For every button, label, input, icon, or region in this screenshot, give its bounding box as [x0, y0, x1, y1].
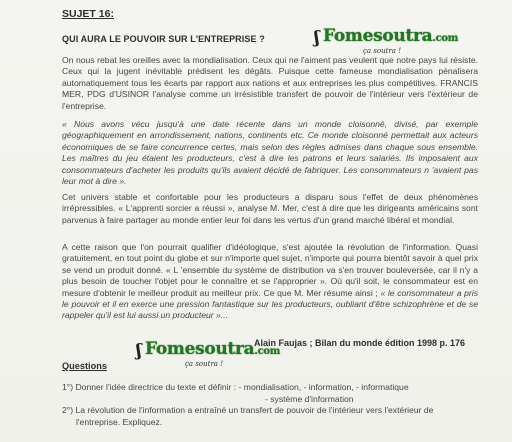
subject-question: QUI AURA LE POUVOIR SUR L'ENTREPRISE ? [62, 34, 265, 44]
subject-number: SUJET 16: [62, 8, 114, 20]
paragraph-univers: Cet univers stable et confortable pour les producteurs a disparu sous l'effet de deux phénomènes irrépressibles. « L'apprenti sorcier a réussi », analyse M. Mer, c'est à dire que les dirigeants américains sont parvenus à faire partager au monde entier leur foi dans les vertus d'un grand marché libéral et mondial. [62, 192, 478, 225]
logo-hook-icon: ʃ [314, 28, 320, 48]
logo-brand: Fomesoutra.com [145, 339, 281, 359]
paragraph-revolution [62, 242, 478, 322]
paragraph-quote: « Nous avons vécu jusqu'à une date récente dans un monde cloisonné, divisé, par exemple géographiquement en arrondissement, nations, continents etc. Ce monde cloisonné permettait aux acteurs économiques de se faire concurrence certes, mais selon des règles admises dans chaque sous ensemble. Les maîtres du jeu étaient les producteurs, c'est à dire les patrons et leurs salariés. Ils imposaient aux consommateurs d'acheter les produits qu'ils avaient décidé de fabriquer. Les consommateurs n 'avaient pas leur mot à dire ». [62, 119, 478, 187]
logo-tagline: ça soutra ! [185, 360, 224, 368]
paragraph-revolution-quote: « le consommateur a pris le pouvoir et il en exerce une pression fantastique sur les producteurs, oubliant d'être schizophrène et de se rappeler qu'il est lui aussi un producteur »... [62, 287, 478, 321]
logo-tagline: ça soutra ! [363, 47, 402, 55]
question-1-continuation: - système d'information [265, 394, 354, 404]
question-2-continuation: l'entreprise. Expliquez. [76, 417, 163, 427]
logo-brand: Fomesoutra.com [323, 26, 459, 46]
logo-hook-icon: ʃ [136, 341, 142, 361]
questions-heading: Questions [62, 361, 107, 371]
question-2: 2°) La révolution de l'information a entraîné un transfert de pouvoir de l'intérieur vers l'extérieur de [62, 405, 434, 415]
question-1: 1°) Donner l'idée directrice du texte et définir : - mondialisation, - information, - informatique [62, 382, 409, 392]
paragraph-intro: On nous rebat les oreilles avec la mondialisation. Ceux qui ne l'aiment pas veulent que notre pays lui résiste. Ceux qui la jugent inévitable prédisent les dégâts. Puisque cette fameuse mondialisation pénalisera automatiquement tous les écarts par rapport aux nations et aux entreprises les plus compétitives. FRANCIS MER, PDG d'USINOR l'analyse comme un irrésistible transfert de pouvoir de l'intérieur vers l'extérieur de l'entreprise. [62, 55, 478, 111]
fomesoutra-logo [314, 26, 459, 55]
source-citation: Alain Faujas ; Bilan du monde édition 1998 p. 176 [254, 338, 466, 348]
paragraph-revolution-text: A cette raison que l'on pourrait qualifier d'idéologique, s'est ajoutée la révolution de l'information. Quasi gratuitement, en tout point du globe et sur n'importe quel sujet, n'importe qui pourra bientôt savoir à quel prix se vend un produit donné. « L 'ensemble du système de distribution va s'en trouver bouleversée, car il n'y a plus besoin de toucher l'objet pour le connaître et se l'approprier ». Où qu'il soit, le consommateur est en mesure d'obtenir le meilleur produit au meilleur prix. Ce que M. Mer résume ainsi ; [62, 242, 478, 298]
